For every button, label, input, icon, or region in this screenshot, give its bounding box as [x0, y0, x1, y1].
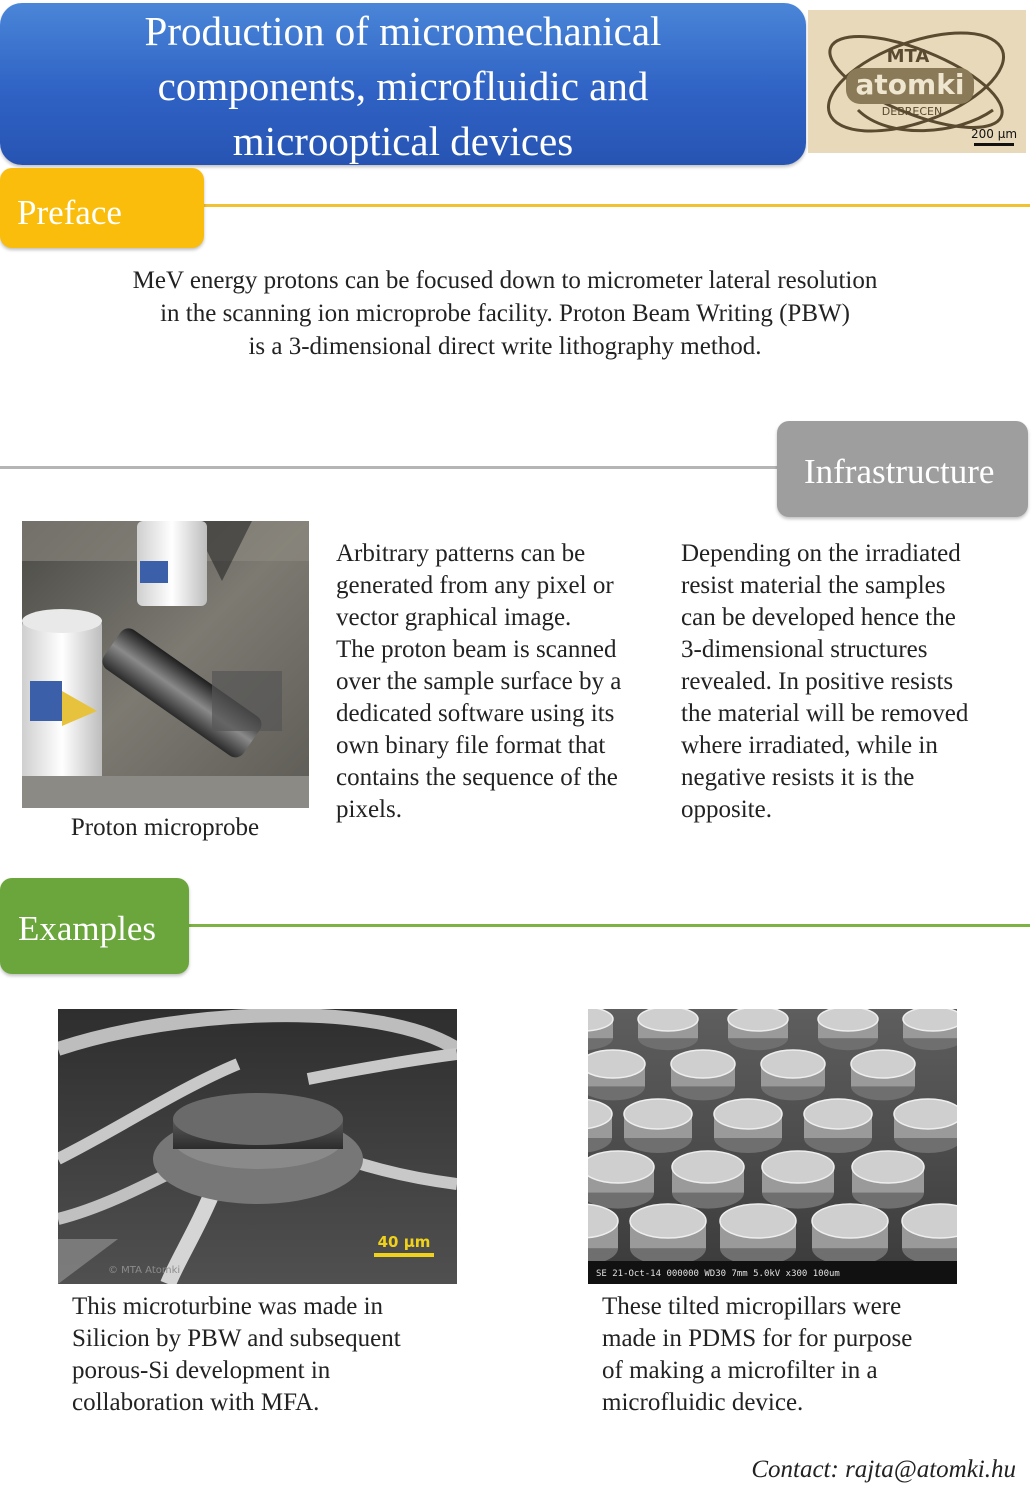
preface-text: MeV energy protons can be focused down to micrometer lateral resolution in the scanning ion microprobe facility. Proton Beam Writing (PBW) is a 3-dimensional direct write lithography method. — [132, 267, 878, 360]
micropillars-sem-image — [588, 1009, 957, 1284]
preface-heading: Preface — [17, 193, 122, 232]
infrastructure-divider — [0, 466, 777, 469]
proton-microprobe-photo — [22, 521, 309, 808]
logo-scale-label: 200 µm — [970, 127, 1018, 141]
turbine-scale-label: 40 µm — [377, 1233, 431, 1251]
contact-info: Contact: rajta@atomki.hu — [751, 1456, 1016, 1483]
examples-divider — [189, 924, 1030, 927]
logo-scale-bar — [974, 143, 1014, 146]
infrastructure-heading: Infrastructure — [804, 452, 995, 491]
atomki-logo — [808, 10, 1026, 153]
logo-line1: MTA — [886, 46, 930, 67]
sem-info-bar: SE 21-Oct-14 000000 WD30 7mm 5.0kV x300 100um — [596, 1269, 840, 1279]
proton-microprobe-caption: Proton microprobe — [70, 814, 260, 841]
turbine-watermark: © MTA Atomki — [108, 1265, 181, 1276]
micropillars-caption: These tilted micropillars were made in PDMS for for purpose of making a microfilter in a microfluidic device. — [602, 1293, 913, 1416]
examples-heading: Examples — [18, 909, 157, 948]
logo-line2: atomki — [855, 68, 965, 101]
microturbine-sem-image — [58, 1009, 457, 1284]
microturbine-caption: This microturbine was made in Silicion by PBW and subsequent porous-Si development in collaboration with MFA. — [72, 1293, 401, 1416]
page-title: Production of micromechanical components, microfluidic and microoptical devices — [144, 8, 662, 164]
infrastructure-text-right: Depending on the irradiated resist material the samples can be developed hence the 3-dimensional structures revealed. In positive resists the material will be removed where irradiated, while in negative resists it is the opposite. — [681, 540, 969, 823]
infrastructure-text-left: Arbitrary patterns can be generated from any pixel or vector graphical image. The proton beam is scanned over the sample surface by a dedicated software using its own binary file format that contains the sequence of the pixels. — [336, 540, 622, 823]
preface-divider — [204, 204, 1030, 207]
logo-line3: DEBRECEN — [881, 105, 943, 118]
